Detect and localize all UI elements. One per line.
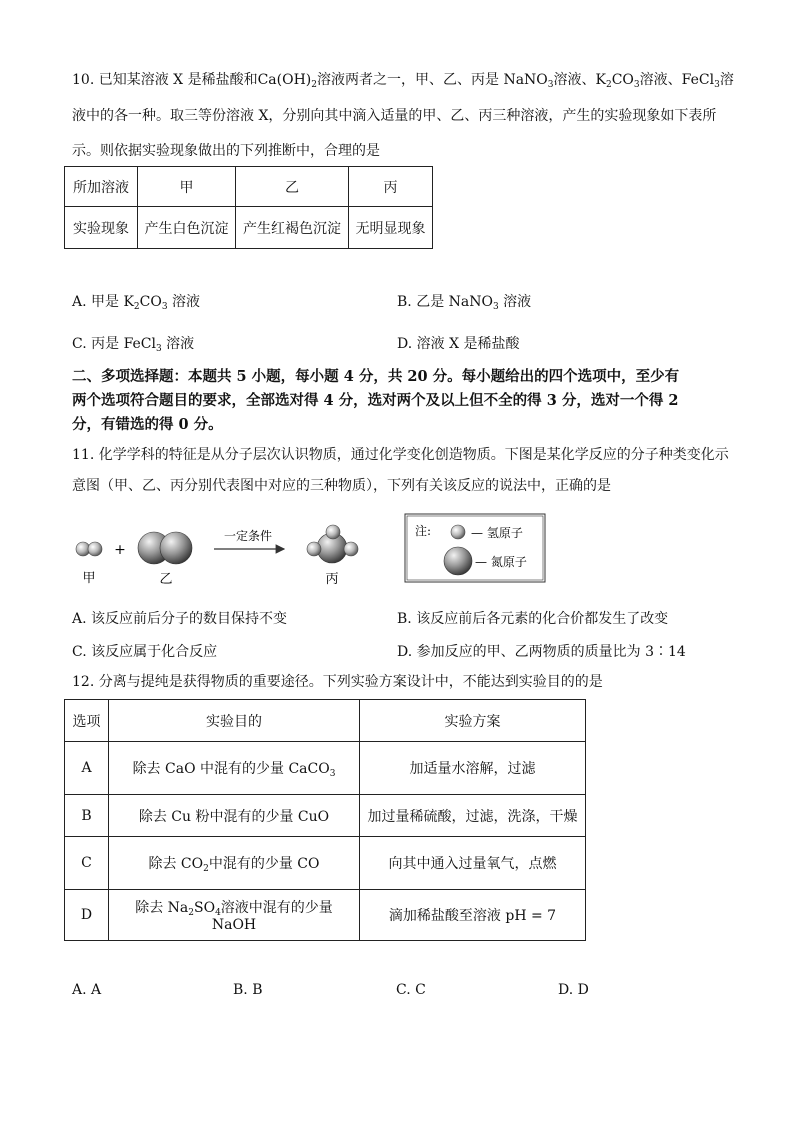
legend-title: 注: (415, 524, 432, 538)
subscript: 2 (188, 908, 194, 918)
subscript: 2 (311, 80, 317, 90)
q11-option-c: C. 该反应属于化合反应 (72, 644, 218, 660)
subscript: 3 (547, 80, 554, 90)
subscript: 3 (714, 80, 720, 90)
table-cell: A (65, 742, 109, 795)
legend-hydrogen: — 氢原子 (471, 526, 523, 540)
q11-option-b: B. 该反应前后各元素的化合价都发生了改变 (397, 611, 669, 627)
table-cell: 产生白色沉淀 (138, 207, 236, 249)
q10-text: 溶 (719, 72, 734, 88)
subscript: 3 (492, 302, 499, 312)
q10-line1 (72, 70, 734, 90)
table-cell: C (65, 837, 109, 890)
q10-option-a (72, 292, 200, 312)
q12-option-d: D. D (558, 982, 589, 998)
hydrogen-atom-icon (451, 525, 465, 539)
table-row (65, 890, 586, 941)
table-cell: 加适量水溶解，过滤 (360, 742, 586, 795)
table-cell: D (65, 890, 109, 941)
option-text: 溶液 (167, 294, 201, 310)
molecule-yi-n2 (138, 532, 192, 564)
cell-text: 除去 Na (135, 900, 189, 916)
q12-option-b: B. B (233, 982, 263, 998)
plus-sign: + (114, 542, 126, 558)
table-row (65, 795, 586, 837)
q10-option-c (72, 334, 194, 354)
cell-text: 中混有的少量 CO (208, 856, 320, 872)
subscript: 3 (633, 80, 640, 90)
section2-line1: 二、多项选择题：本题共 5 小题，每小题 4 分，共 20 分。每小题给出的四个选项中，至少有 (72, 368, 680, 385)
table-cell (109, 742, 360, 795)
subscript: 2 (133, 302, 140, 312)
option-text: A. 甲是 K (72, 294, 134, 310)
q11-line1: 11. 化学学科的特征是从分子层次认识物质，通过化学变化创造物质。下图是某化学反应的分子种类变化示 (72, 447, 729, 463)
formula-caoh2: Ca(OH) (257, 72, 312, 88)
q10-text: 溶液、FeCl (639, 72, 715, 88)
q10-option-b (397, 292, 531, 312)
option-text: B. 乙是 NaNO (397, 294, 493, 310)
q11-option-d: D. 参加反应的甲、乙两物质的质量比为 3∶14 (397, 644, 686, 660)
q10-text: 溶液、K (553, 72, 606, 88)
cell-text: 除去 CO (148, 856, 204, 872)
q10-table (64, 166, 433, 249)
table-cell: B (65, 795, 109, 837)
section2-line3: 分，有错选的得 0 分。 (72, 416, 223, 433)
label-jia: 甲 (82, 571, 96, 586)
table-cell: 向其中通入过量氧气，点燃 (360, 837, 586, 890)
q12-table (64, 699, 586, 941)
molecule-jia-h2 (76, 542, 102, 556)
table-cell (109, 837, 360, 890)
q10-option-d: D. 溶液 X 是稀盐酸 (397, 336, 520, 352)
table-row (65, 167, 433, 207)
q10-text: 溶液两者之一，甲、乙、丙是 NaNO (317, 72, 548, 88)
table-cell: 甲 (138, 167, 236, 207)
subscript: 4 (215, 908, 221, 918)
table-cell: 丙 (349, 167, 433, 207)
subscript: 2 (203, 864, 209, 874)
table-cell: 乙 (236, 167, 349, 207)
table-cell: 产生红褐色沉淀 (236, 207, 349, 249)
q12-option-c: C. C (396, 982, 426, 998)
legend-box (405, 514, 545, 582)
table-row (65, 837, 586, 890)
option-text: CO (139, 294, 162, 310)
reaction-condition: 一定条件 (223, 529, 273, 543)
option-text: C. 丙是 FeCl (72, 336, 156, 352)
nitrogen-atom-icon (444, 547, 472, 575)
legend-nitrogen: — 氮原子 (475, 555, 527, 569)
q12-option-a: A. A (72, 982, 102, 998)
molecule-bing-nh3 (307, 525, 358, 563)
subscript: 3 (156, 344, 162, 354)
option-text: 溶液 (161, 336, 195, 352)
table-cell: 加过量稀硫酸，过滤，洗涤，干燥 (360, 795, 586, 837)
q11-option-a: A. 该反应前后分子的数目保持不变 (72, 611, 288, 627)
label-bing: 丙 (325, 572, 339, 587)
q10-line3: 示。则依据实验现象做出的下列推断中，合理的是 (72, 143, 380, 159)
q10-text: CO (611, 72, 634, 88)
table-row (65, 700, 586, 742)
subscript: 2 (605, 80, 612, 90)
cell-text: 溶液中混有的少量 NaOH (211, 900, 333, 933)
label-yi: 乙 (159, 572, 173, 587)
section2-line2: 两个选项符合题目的要求，全部选对得 4 分，选对两个及以上但不全的得 3 分，选对一个得 2 (72, 392, 679, 409)
table-cell: 实验方案 (360, 700, 586, 742)
q10-text: 10. 已知某溶液 X 是稀盐酸和 (72, 72, 258, 88)
table-cell: 所加溶液 (65, 167, 138, 207)
table-cell: 实验现象 (65, 207, 138, 249)
q10-line2: 液中的各一种。取三等份溶液 X，分别向其中滴入适量的甲、乙、丙三种溶液，产生的实验现象如下表所 (72, 108, 717, 124)
table-cell: 实验目的 (109, 700, 360, 742)
table-cell: 选项 (65, 700, 109, 742)
table-row (65, 742, 586, 795)
cell-text: SO (193, 900, 216, 916)
q11-line2: 意图（甲、乙、丙分别代表图中对应的三种物质），下列有关该反应的说法中，正确的是 (72, 478, 611, 494)
cell-text: 除去 CaO 中混有的少量 CaCO (132, 761, 330, 777)
reaction-diagram (66, 510, 556, 596)
table-cell: 滴加稀盐酸至溶液 pH = 7 (360, 890, 586, 941)
table-cell: 无明显现象 (349, 207, 433, 249)
subscript: 3 (161, 302, 168, 312)
q12-line1: 12. 分离与提纯是获得物质的重要途径。下列实验方案设计中，不能达到实验目的的是 (72, 674, 603, 690)
subscript: 3 (329, 769, 336, 779)
option-text: 溶液 (498, 294, 532, 310)
table-row (65, 207, 433, 249)
table-cell (109, 890, 360, 941)
table-cell: 除去 Cu 粉中混有的少量 CuO (109, 795, 360, 837)
